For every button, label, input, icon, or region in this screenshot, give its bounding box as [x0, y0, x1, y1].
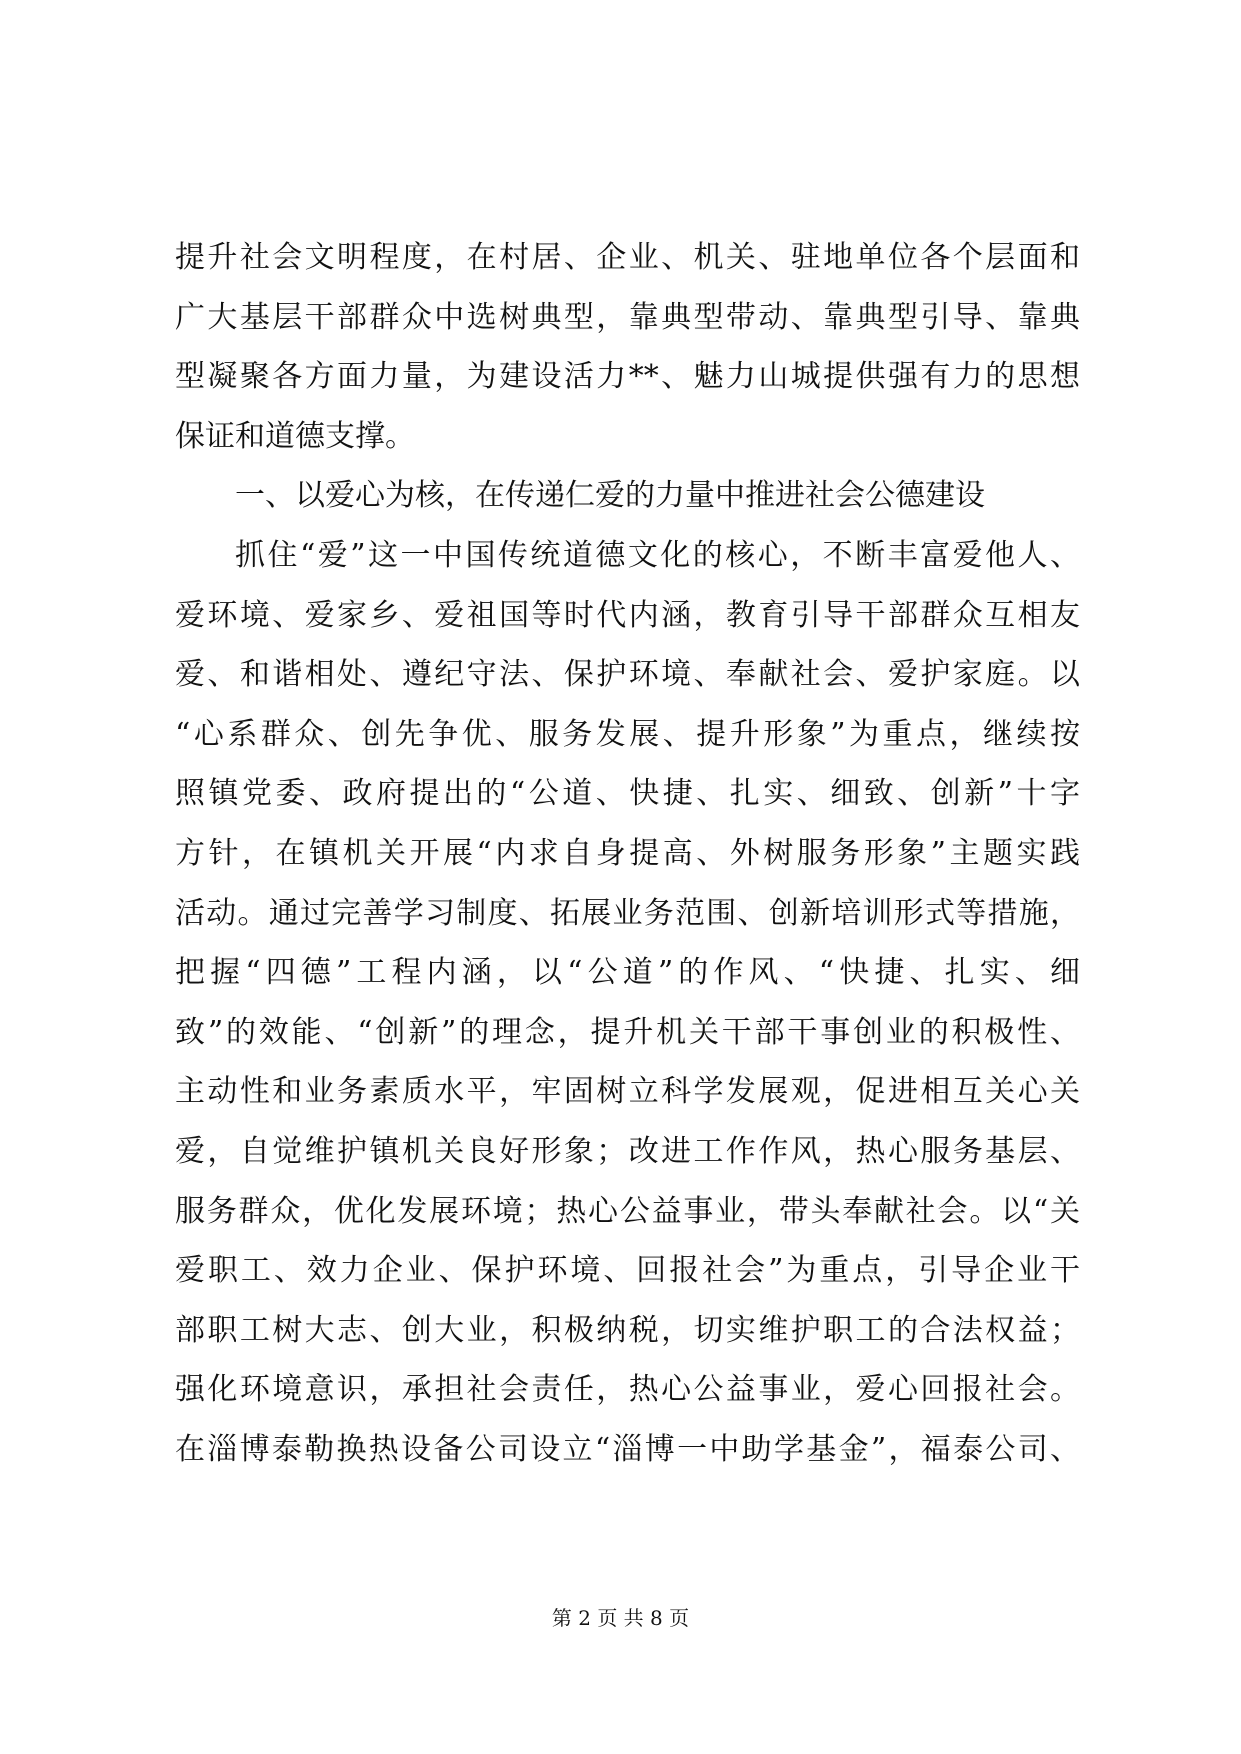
text-line: 爱，自觉维护镇机关良好形象；改进工作作风，热心服务基层、	[175, 1133, 1080, 1169]
document-body	[175, 228, 1080, 1479]
text-line: 方针，在镇机关开展“内求自身提高、外树服务形象”主题实践	[175, 835, 1080, 871]
text-line: 抓住“爱”这一中国传统道德文化的核心，不断丰富爱他人、	[235, 537, 1080, 573]
text-line: 保证和道德支撑。	[175, 418, 415, 454]
text-line: 部职工树大志、创大业，积极纳税，切实维护职工的合法权益；	[175, 1312, 1080, 1348]
text-line: 爱职工、效力企业、保护环境、回报社会”为重点，引导企业干	[175, 1253, 1080, 1289]
page-number: 第 2 页 共 8 页	[551, 1606, 690, 1630]
text-line: 致”的效能、“创新”的理念，提升机关干部干事创业的积极性、	[175, 1014, 1080, 1050]
text-line: 提升社会文明程度，在村居、企业、机关、驻地单位各个层面和	[175, 240, 1080, 275]
text-line: 服务群众，优化发展环境；热心公益事业，带头奉献社会。以“关	[175, 1193, 1080, 1229]
text-line: 爱环境、爱家乡、爱祖国等时代内涵，教育引导干部群众互相友	[175, 597, 1080, 633]
text-line: 照镇党委、政府提出的“公道、快捷、扎实、细致、创新”十字	[175, 776, 1080, 812]
text-line: 爱、和谐相处、遵纪守法、保护环境、奉献社会、爱护家庭。以	[175, 657, 1080, 693]
text-line: 一、以爱心为核，在传递仁爱的力量中推进社会公德建设	[235, 478, 985, 514]
section-heading	[175, 466, 1080, 526]
text-line: 强化环境意识，承担社会责任，热心公益事业，爱心回报社会。	[175, 1372, 1080, 1408]
text-line: 在淄博泰勒换热设备公司设立“淄博一中助学基金”，福泰公司、	[175, 1431, 1080, 1467]
text-line: 主动性和业务素质水平，牢固树立科学发展观，促进相互关心关	[175, 1074, 1080, 1110]
text-line: 活动。通过完善学习制度、拓展业务范围、创新培训形式等措施，	[175, 895, 1080, 931]
text-line: “心系群众、创先争优、服务发展、提升形象”为重点，继续按	[175, 716, 1080, 752]
text-line: 把握“四德”工程内涵，以“公道”的作风、“快捷、扎实、细	[175, 955, 1080, 991]
text-line: 广大基层干部群众中选树典型，靠典型带动、靠典型引导、靠典	[175, 299, 1080, 335]
paragraph	[175, 228, 1080, 466]
text-line: 型凝聚各方面力量，为建设活力**、魅力山城提供强有力的思想	[175, 359, 1080, 395]
page-footer	[0, 1604, 1241, 1632]
paragraph	[175, 526, 1080, 1480]
